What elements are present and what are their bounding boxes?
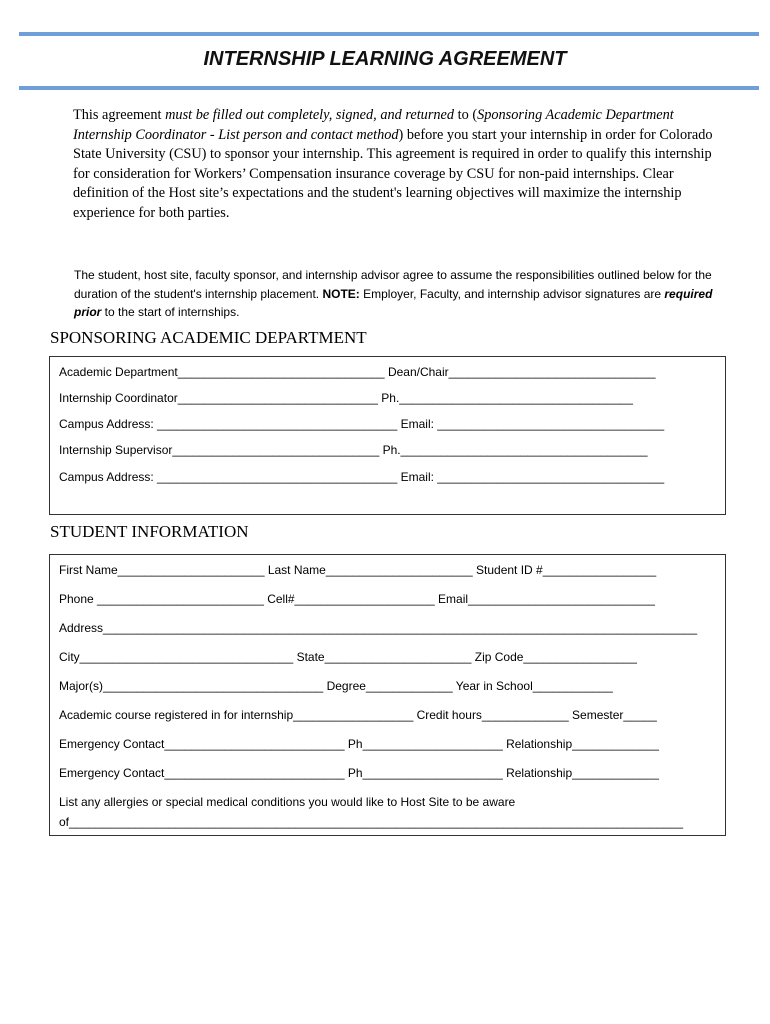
note-paragraph <box>74 266 714 322</box>
intro-emphasis-1: must be filled out completely, signed, and returned <box>165 107 455 123</box>
note-text-2: Employer, Faculty, and internship advisor signatures are <box>359 286 665 301</box>
field-allergies-row[interactable]: of____________________________________________________________________________________________ <box>59 815 683 829</box>
student-info-heading: STUDENT INFORMATION <box>50 522 249 541</box>
note-text-1: The student, host site, faculty sponsor, and internship advisor agree to assume the responsibilities outlined below for the duration of the student's internship placement. <box>74 268 712 301</box>
field-emergency-contact-row[interactable]: Emergency Contact___________________________ Ph_____________________ Relationship_____________ <box>59 737 659 751</box>
intro-paragraph <box>73 106 713 223</box>
field-academic-department-row[interactable]: Academic Department_______________________________ Dean/Chair_______________________________ <box>59 365 656 379</box>
student-info-form <box>49 554 726 836</box>
top-rule <box>19 32 759 36</box>
note-text-3: to the start of internships. <box>101 305 240 319</box>
field-campus-address-row[interactable]: Campus Address: ____________________________________ Email: __________________________________ <box>59 417 665 431</box>
field-address-row[interactable]: Address_________________________________________________________________________________________ <box>59 621 697 635</box>
intro-emphasis-2: Sponsoring Academic Department Internship Coordinator - List person and contact method <box>73 107 674 143</box>
document-title: INTERNSHIP LEARNING AGREEMENT <box>203 48 567 70</box>
field-course-row[interactable]: Academic course registered in for internship__________________ Credit hours_____________ Semester_____ <box>59 708 657 722</box>
intro-text-1: This agreement <box>73 107 166 123</box>
note-emphasis: required prior <box>74 286 713 319</box>
field-internship-coordinator-row[interactable]: Internship Coordinator______________________________ Ph.___________________________________ <box>59 391 633 405</box>
field-emergency-contact-row[interactable]: Emergency Contact___________________________ Ph_____________________ Relationship_____________ <box>59 766 659 780</box>
sponsoring-dept-heading: SPONSORING ACADEMIC DEPARTMENT <box>50 328 367 347</box>
intro-text-2: to ( <box>454 107 478 123</box>
title-underline <box>19 86 759 90</box>
field-city-state-zip-row[interactable]: City________________________________ State______________________ Zip Code_________________ <box>59 650 637 664</box>
allergies-label: List any allergies or special medical conditions you would like to Host Site to be aware <box>59 795 516 809</box>
sponsoring-dept-form <box>49 356 726 515</box>
note-label: NOTE: <box>322 286 360 301</box>
field-internship-supervisor-row[interactable]: Internship Supervisor_______________________________ Ph._____________________________________ <box>59 443 648 457</box>
field-major-degree-row[interactable]: Major(s)_________________________________ Degree_____________ Year in School____________ <box>59 679 613 693</box>
intro-text-3: ) before you start your internship in order for Colorado State University (CSU) to sponsor your internship. This agreement is required in order to qualify this internship for consideration for Workers’ Compensation insurance coverage by CSU for non-paid internships. Clear definition of the Host site’s expectations and the student's learning objectives will maximize the internship experience for both parties. <box>73 126 713 221</box>
field-supervisor-campus-address-row[interactable]: Campus Address: ____________________________________ Email: __________________________________ <box>59 470 665 484</box>
field-name-row[interactable]: First Name______________________ Last Name______________________ Student ID #_________________ <box>59 563 657 577</box>
field-contact-row[interactable]: Phone _________________________ Cell#_____________________ Email____________________________ <box>59 592 655 606</box>
